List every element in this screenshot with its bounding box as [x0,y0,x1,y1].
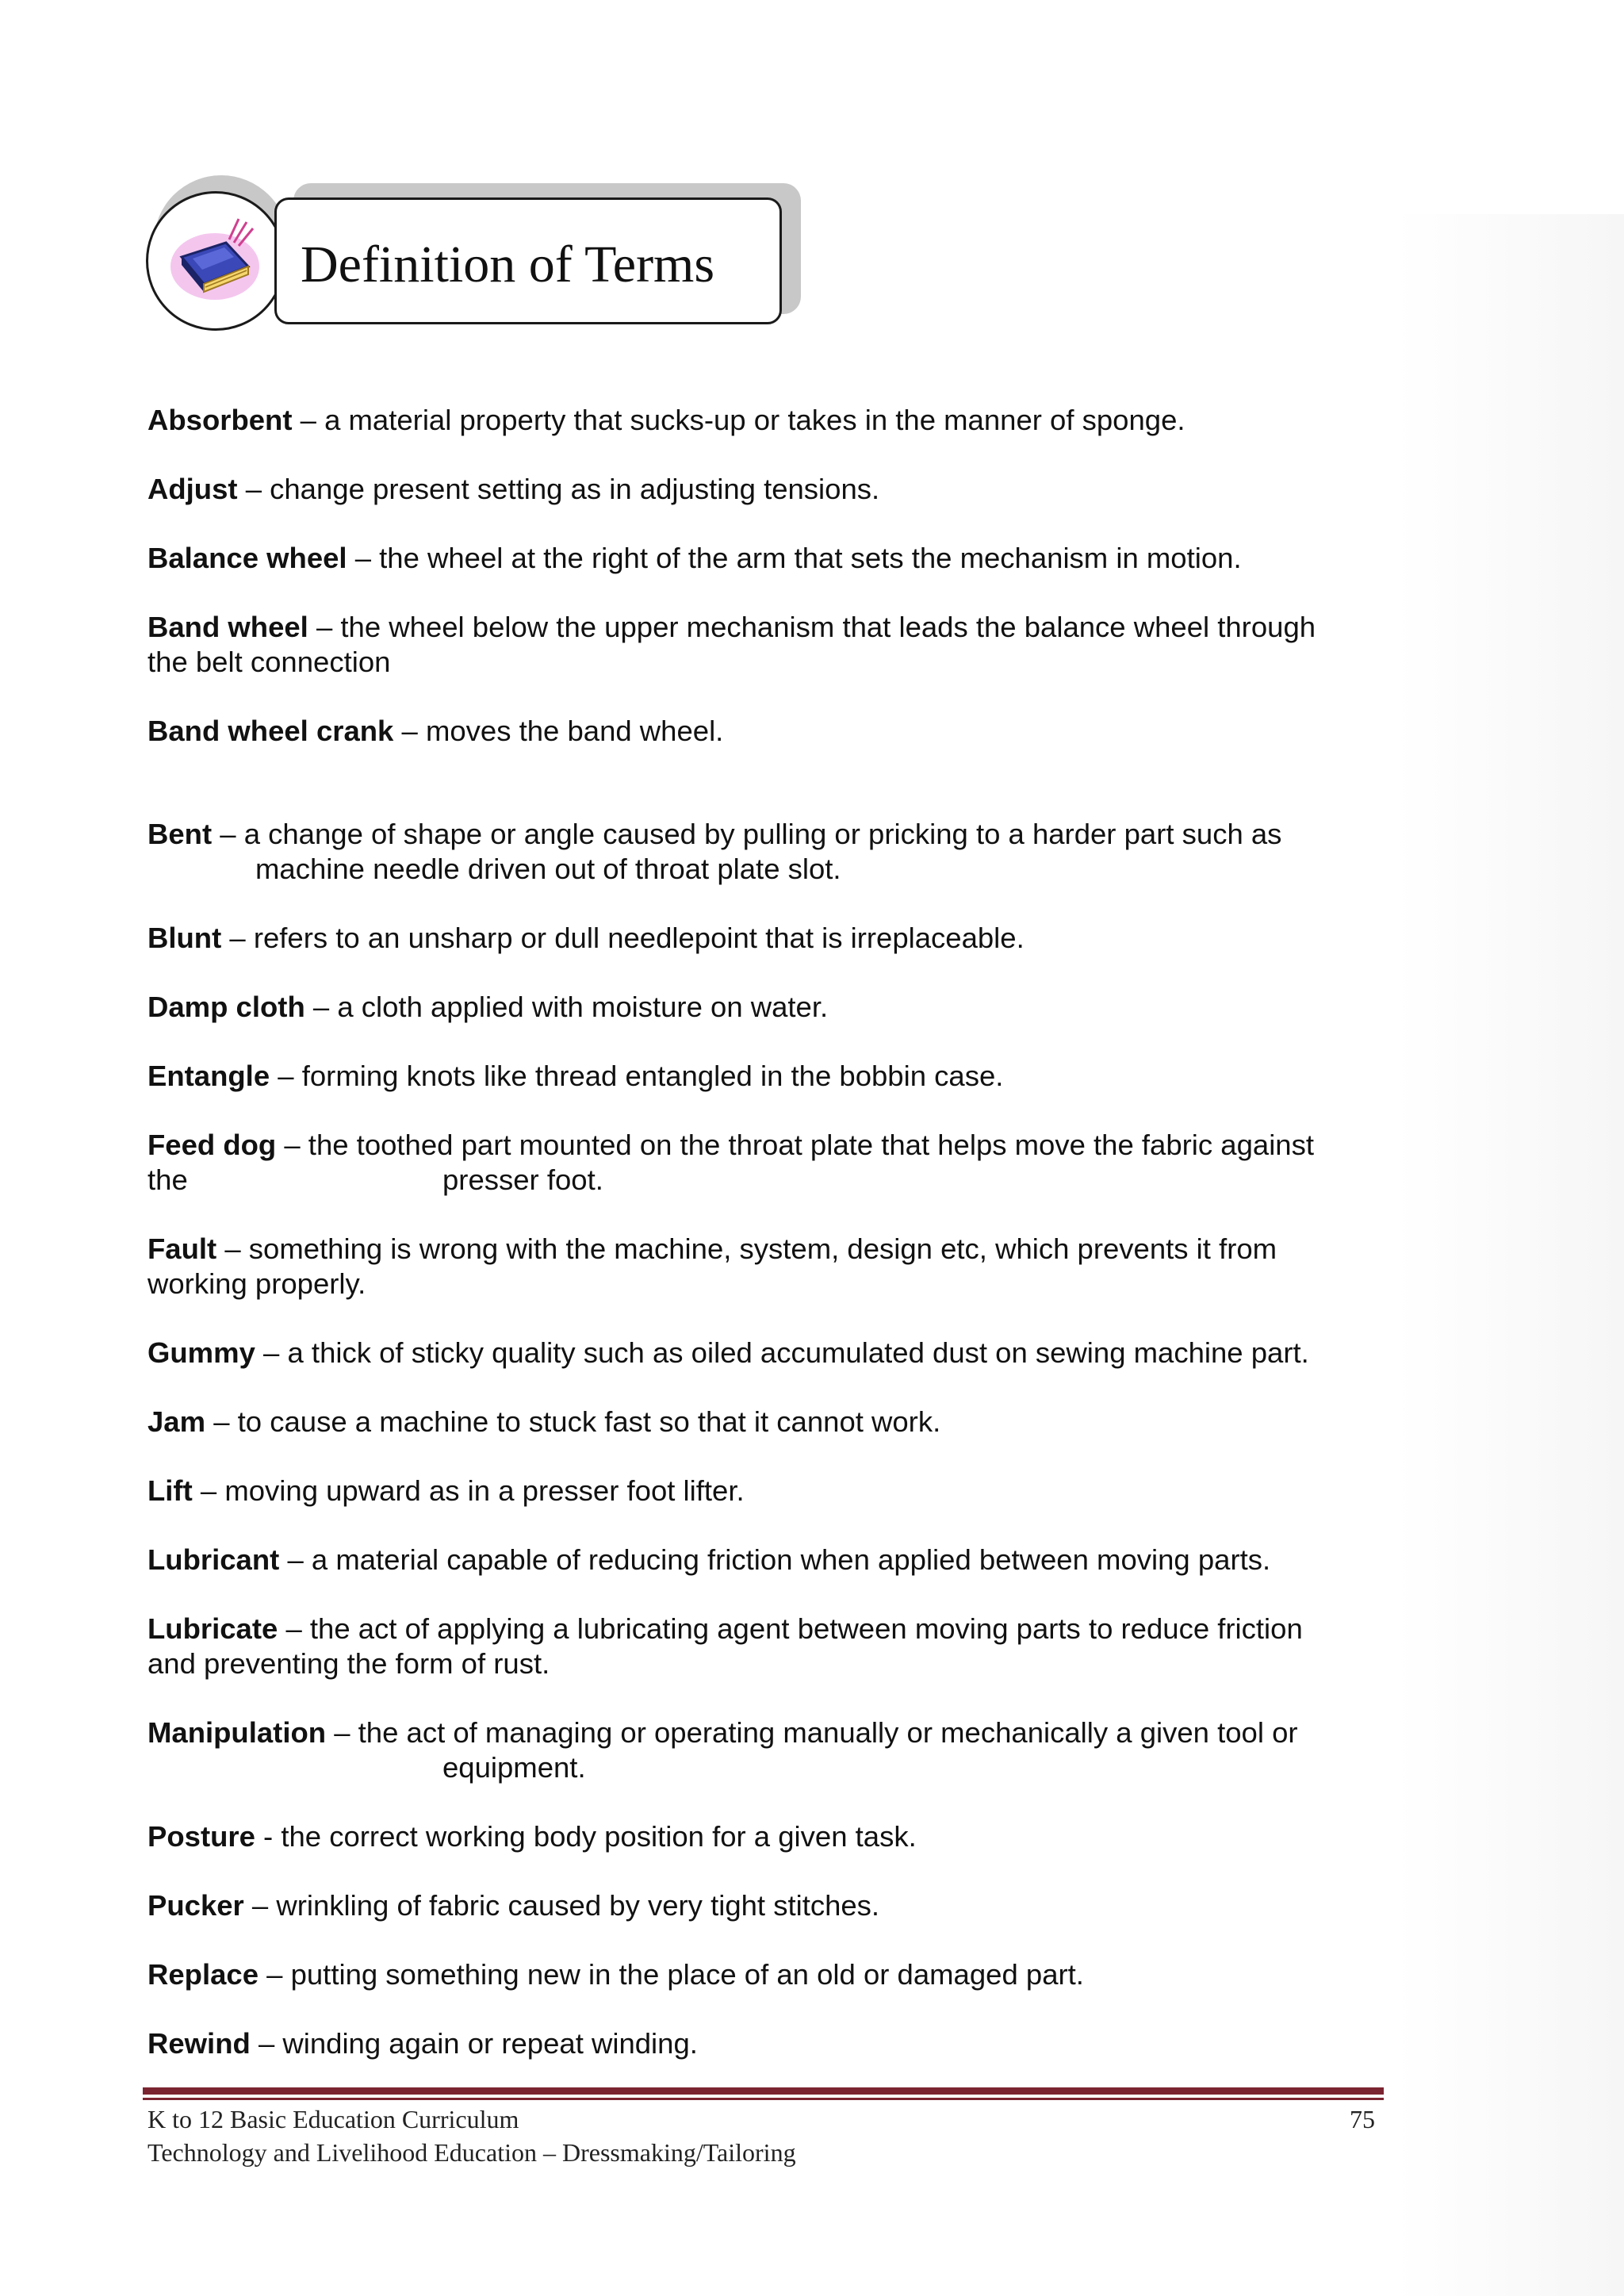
term-word: Adjust [147,473,238,505]
term-definition: – moves the band wheel. [393,715,724,747]
term-word: Pucker [147,1889,244,1922]
term-definition: – the toothed part mounted on the throat plate that helps move the fabric against [276,1129,1314,1161]
term-word: Rewind [147,2027,251,2060]
terms-list [147,403,1385,2061]
term-definition: – refers to an unsharp or dull needlepoint that is irreplaceable. [221,922,1025,954]
term-absorbent [147,403,1385,438]
term-lubricate [147,1612,1385,1681]
term-word: Feed dog [147,1129,277,1161]
term-definition: – a change of shape or angle caused by pulling or pricking to a harder part such as [212,818,1282,850]
term-word: Replace [147,1958,259,1991]
term-definition: – a material capable of reducing friction when applied between moving parts. [279,1543,1271,1576]
term-word: Band wheel crank [147,715,394,747]
term-word: Lift [147,1474,193,1507]
term-lubricant [147,1543,1385,1577]
term-word: Lubricant [147,1543,280,1576]
term-word: Blunt [147,922,222,954]
term-definition: – the act of managing or operating manually or mechanically a given tool or [326,1716,1298,1749]
term-definition: - the correct working body position for a given task. [255,1820,917,1853]
term-definition-cont: the [147,1163,188,1196]
term-word: Bent [147,818,213,850]
term-balance-wheel [147,541,1385,576]
term-pucker [147,1888,1385,1923]
page-shade [1396,214,1624,2296]
term-definition-cont: machine needle driven out of throat plate slot. [255,853,841,885]
term-definition: – change present setting as in adjusting tensions. [237,473,880,505]
term-word: Balance wheel [147,542,347,574]
term-definition: – a material property that sucks-up or takes in the manner of sponge. [292,404,1185,436]
term-definition: – putting something new in the place of an old or damaged part. [259,1958,1084,1991]
term-lift [147,1474,1385,1508]
term-definition-cont: presser foot. [442,1163,603,1196]
term-word: Lubricate [147,1612,278,1645]
footer-rule [143,2087,1384,2100]
icon-badge [146,191,285,331]
term-manipulation [147,1715,1385,1785]
term-rewind [147,2026,1385,2061]
term-adjust [147,472,1385,507]
term-bent [147,817,1385,887]
term-definition: – the wheel at the right of the arm that sets the mechanism in motion. [347,542,1242,574]
term-definition: – winding again or repeat winding. [250,2027,698,2060]
section-heading [143,178,809,337]
book-icon [166,211,266,311]
term-word: Gummy [147,1336,255,1369]
term-definition: – forming knots like thread entangled in the bobbin case. [270,1060,1004,1092]
term-definition-cont: equipment. [442,1751,586,1784]
term-damp-cloth [147,990,1385,1025]
term-definition-cont: and preventing the form of rust. [147,1647,550,1680]
term-word: Band wheel [147,611,308,643]
term-blunt [147,921,1385,956]
term-definition: – the wheel below the upper mechanism that leads the balance wheel through [308,611,1316,643]
term-word: Entangle [147,1060,270,1092]
term-band-wheel-crank [147,714,1385,749]
term-word: Damp cloth [147,991,305,1023]
term-word: Absorbent [147,404,293,436]
term-definition: – a thick of sticky quality such as oiled accumulated dust on sewing machine part. [255,1336,1309,1369]
term-fault [147,1232,1385,1301]
page-title: Definition of Terms [301,236,715,293]
term-replace [147,1957,1385,1992]
term-band-wheel [147,610,1385,680]
term-definition: – to cause a machine to stuck fast so that it cannot work. [205,1405,941,1438]
term-definition: – a cloth applied with moisture on water. [304,991,829,1023]
term-feed-dog [147,1128,1385,1198]
page-number: 75 [1350,2105,1375,2133]
term-definition: – moving upward as in a presser foot lifter. [192,1474,745,1507]
term-word: Posture [147,1820,255,1853]
term-gummy [147,1336,1385,1370]
term-word: Manipulation [147,1716,327,1749]
term-definition-cont: working properly. [147,1267,366,1300]
term-jam [147,1405,1385,1439]
term-posture [147,1819,1385,1854]
footer-curriculum: K to 12 Basic Education Curriculum [147,2105,519,2133]
term-entangle [147,1059,1385,1094]
term-definition: – something is wrong with the machine, system, design etc, which prevents it from [216,1232,1277,1265]
term-definition: – wrinkling of fabric caused by very tight stitches. [243,1889,880,1922]
term-definition: – the act of applying a lubricating agent between moving parts to reduce friction [278,1612,1303,1645]
term-word: Jam [147,1405,206,1438]
term-definition-cont: the belt connection [147,646,391,678]
term-word: Fault [147,1232,217,1265]
footer-subject: Technology and Livelihood Education – Dressmaking/Tailoring [147,2138,796,2167]
heading-box [274,197,782,324]
